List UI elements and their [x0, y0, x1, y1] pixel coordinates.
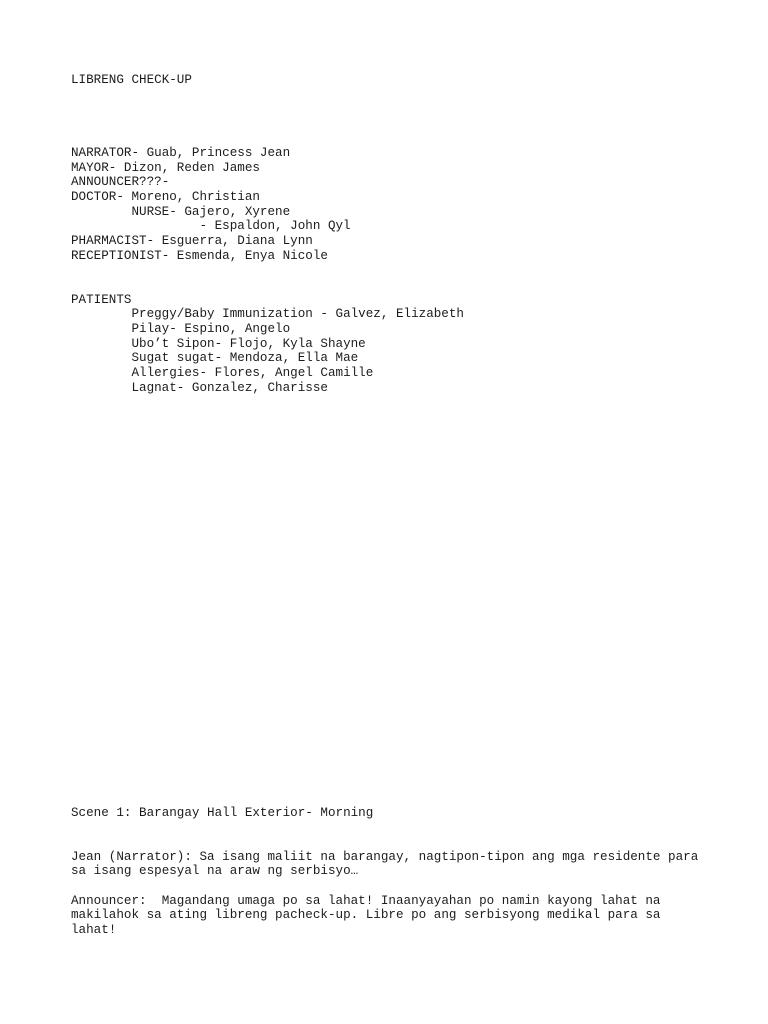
cast-line-pharmacist: PHARMACIST- Esguerra, Diana Lynn — [71, 234, 313, 249]
document-title: LIBRENG CHECK-UP — [71, 73, 192, 87]
patient-line: Pilay- Espino, Angelo — [131, 321, 291, 336]
narrator-paragraph: Jean (Narrator): Sa isang maliit na barangay, nagtipon-tipon ang mga residente para sa isang espesyal na araw ng serbisyo… — [71, 849, 706, 879]
cast-line-narrator: NARRATOR- Guab, Princess Jean — [71, 146, 291, 160]
cast-line-mayor: MAYOR- Dizon, Reden James — [71, 160, 260, 175]
scene-heading: Scene 1: Barangay Hall Exterior- Morning — [71, 805, 374, 820]
patients-heading: PATIENTS — [71, 292, 132, 307]
patients-section — [71, 293, 464, 396]
patient-line: Lagnat- Gonzalez, Charisse — [131, 380, 328, 395]
cast-line-receptionist: RECEPTIONIST- Esmenda, Enya Nicole — [71, 248, 328, 263]
cast-list — [71, 146, 351, 264]
patient-line: Sugat sugat- Mendoza, Ella Mae — [131, 351, 359, 366]
patient-line: Allergies- Flores, Angel Camille — [131, 365, 374, 380]
patient-line: Ubo’t Sipon- Flojo, Kyla Shayne — [131, 336, 366, 351]
cast-line-nurse-second: - Espaldon, John Qyl — [199, 219, 351, 234]
announcer-paragraph: Announcer: Magandang umaga po sa lahat! Inaanyayahan po namin kayong lahat na makilahok sa ating libreng pacheck-up. Libre po ang serbisyong medikal para sa lahat! — [71, 893, 669, 937]
patient-line: Preggy/Baby Immunization - Galvez, Elizabeth — [131, 307, 464, 322]
cast-line-doctor: DOCTOR- Moreno, Christian — [71, 190, 260, 205]
cast-line-announcer: ANNOUNCER???- — [71, 175, 170, 190]
cast-line-nurse: NURSE- Gajero, Xyrene — [131, 204, 291, 219]
